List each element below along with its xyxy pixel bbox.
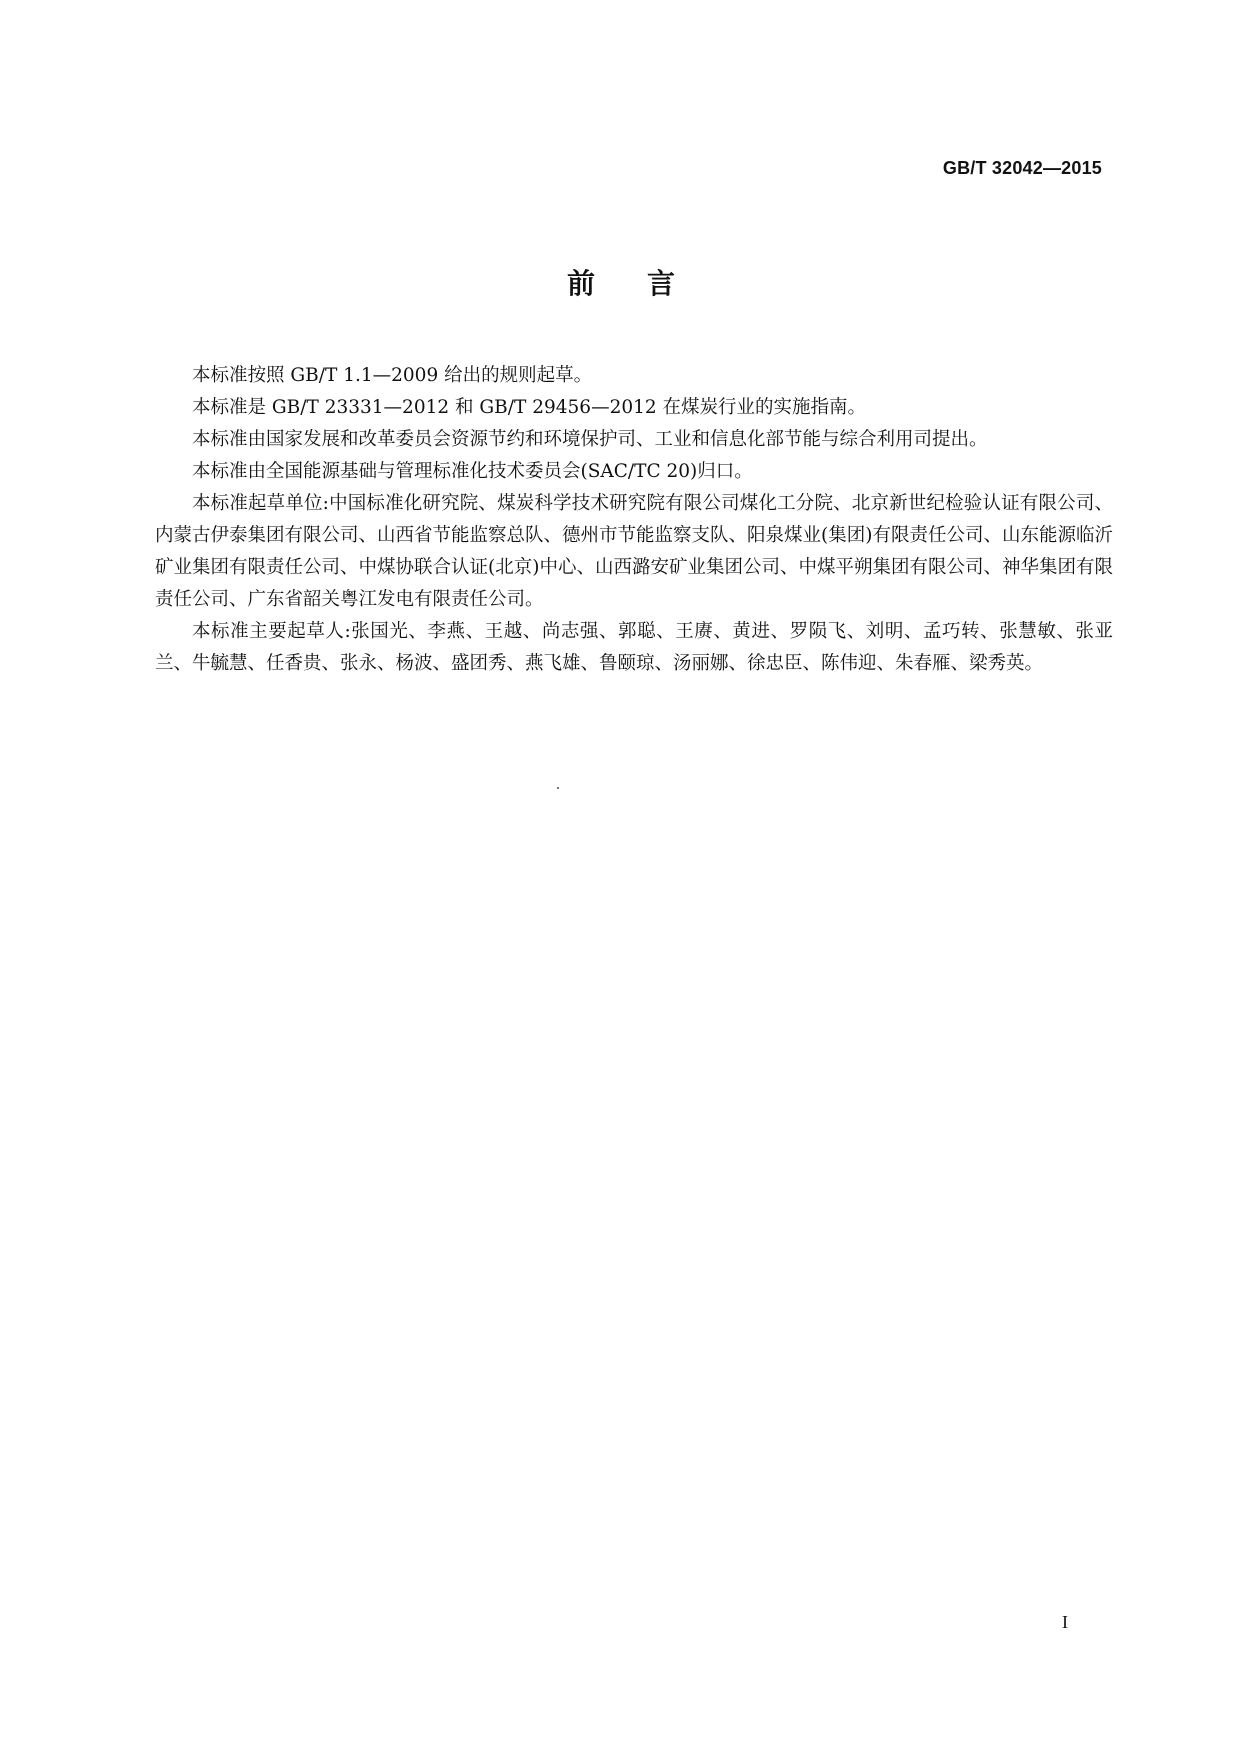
preface-body [155,360,1113,680]
paragraph-proposed-by: 本标准由国家发展和改革委员会资源节约和环境保护司、工业和信息化部节能与综合利用司提出。 [192,429,988,450]
paragraph-implementation-guide: 本标准是 GB/T 23331—2012 和 GB/T 29456—2012 在煤炭行业的实施指南。 [192,397,867,418]
paragraph-main-drafters: 本标准主要起草人:张国光、李燕、王越、尚志强、郭聪、王赓、黄进、罗陨飞、刘明、孟巧转、张慧敏、张亚兰、牛毓慧、任香贵、张永、杨波、盛团秀、燕飞雄、鲁颐琼、汤丽娜、徐忠臣、陈伟迎、朱春雁、梁秀英。 [155,621,1113,674]
scan-speck [557,787,559,789]
paragraph-drafting-rules: 本标准按照 GB/T 1.1—2009 给出的规则起草。 [192,365,593,386]
paragraph-centralized-by: 本标准由全国能源基础与管理标准化技术委员会(SAC/TC 20)归口。 [192,461,753,482]
paragraph-drafting-units: 本标准起草单位:中国标准化研究院、煤炭科学技术研究院有限公司煤化工分院、北京新世纪检验认证有限公司、内蒙古伊泰集团有限公司、山西省节能监察总队、德州市节能监察支队、阳泉煤业(集团)有限责任公司、山东能源临沂矿业集团有限责任公司、中煤协联合认证(北京)中心、山西潞安矿业集团公司、中煤平朔集团有限公司、神华集团有限责任公司、广东省韶关粤江发电有限责任公司。 [155,493,1113,610]
page-number: I [1062,1612,1068,1632]
page-title: 前言 [566,267,727,300]
standard-number: GB/T 32042—2015 [942,158,1102,178]
